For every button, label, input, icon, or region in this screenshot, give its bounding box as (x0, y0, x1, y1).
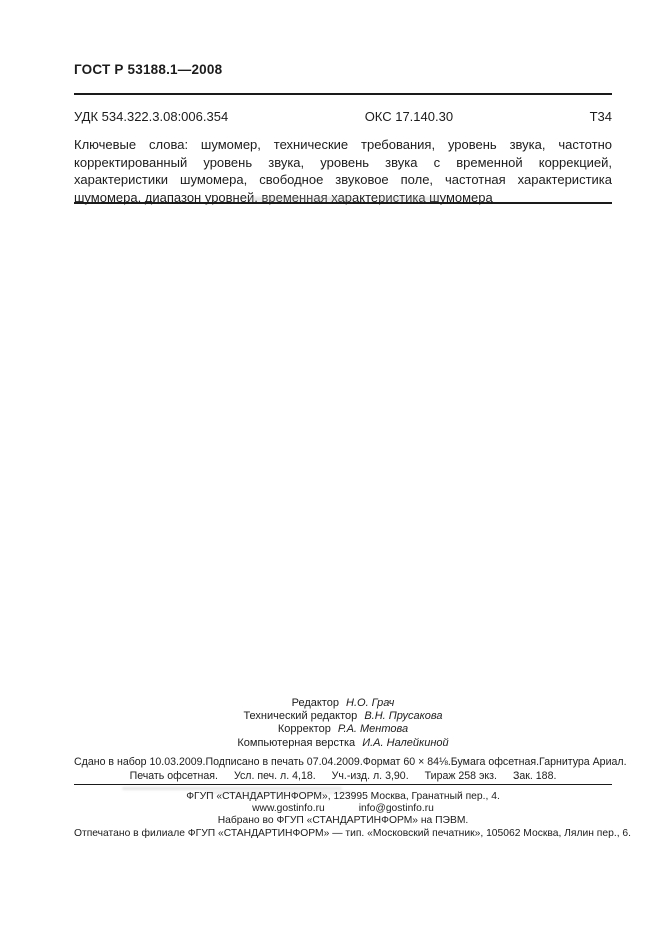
imprint-line-2 (74, 770, 612, 784)
udk-code: УДК 534.322.3.08:006.354 (74, 109, 229, 124)
staff-name: И.А. Налейкиной (362, 736, 449, 749)
publisher-block (74, 791, 632, 840)
imprint-order-number: Зак. 188. (512, 769, 557, 782)
staff-credits-block (74, 697, 612, 750)
staff-line-editor (74, 697, 612, 710)
staff-role: Компьютерная верстка (237, 736, 356, 749)
imprint-typeface: Гарнитура Ариал. (539, 756, 627, 768)
doc-number-running-head: ГОСТ Р 53188.1—2008 (74, 62, 223, 77)
index-code: Т34 (589, 109, 612, 124)
staff-line-proofreader (74, 723, 612, 736)
imprint-publisher-sheets: Уч.-изд. л. 3,90. (331, 769, 409, 782)
staff-role: Корректор (277, 723, 331, 736)
imprint-format: Формат 60 × 84⅛. (362, 756, 451, 768)
publisher-website: www.gostinfo.ru (252, 803, 325, 815)
staff-name: Н.О. Грач (346, 697, 395, 709)
publisher-typeset-note: Набрано во ФГУП «СТАНДАРТИНФОРМ» на ПЭВМ. (217, 815, 469, 827)
keywords-paragraph: Ключевые слова: шумомер, технические требования, уровень звука, частотно корректированный уровень звука, уровень звука с временной коррекцией, характеристики шумомера, свободное звуковое поле, частотная характеристика шумомера, диапазон уровней, временная характеристика шумомера (74, 137, 612, 205)
bleed-through-artifact (248, 197, 352, 201)
imprint-separator-rule (74, 784, 612, 785)
staff-name: В.Н. Прусакова (364, 710, 443, 723)
staff-role: Технический редактор (243, 710, 358, 723)
keywords-separator-rule (74, 202, 612, 204)
publisher-printed-note: Отпечатано в филиале ФГУП «СТАНДАРТИНФОРМ» — тип. «Московский печатник», 105062 Москва, Лялин пер., 6. (74, 827, 632, 839)
staff-line-technical-editor (74, 710, 612, 723)
imprint-print-date: Подписано в печать 07.04.2009. (205, 756, 363, 768)
imprint-block (74, 756, 627, 783)
staff-line-layout (74, 737, 612, 750)
publisher-address: ФГУП «СТАНДАРТИНФОРМ», 123995 Москва, Гранатный пер., 4. (186, 791, 500, 802)
publisher-email: info@gostinfo.ru (358, 803, 434, 815)
imprint-typeset-date: Сдано в набор 10.03.2009. (74, 756, 206, 768)
staff-name: Р.А. Ментова (337, 723, 409, 736)
imprint-line-1 (74, 756, 627, 770)
imprint-paper: Бумага офсетная. (450, 756, 540, 768)
bleed-through-artifact (378, 197, 440, 201)
imprint-press-sheets: Усл. печ. л. 4,18. (233, 769, 316, 782)
imprint-print-method: Печать офсетная. (129, 769, 218, 782)
imprint-circulation: Тираж 258 экз. (424, 769, 497, 782)
classification-row (74, 109, 612, 124)
publisher-contacts (74, 803, 612, 815)
staff-role: Редактор (291, 697, 339, 709)
bleed-through-artifact (122, 787, 342, 790)
header-rule (74, 93, 612, 95)
oks-code: ОКС 17.140.30 (364, 109, 454, 124)
